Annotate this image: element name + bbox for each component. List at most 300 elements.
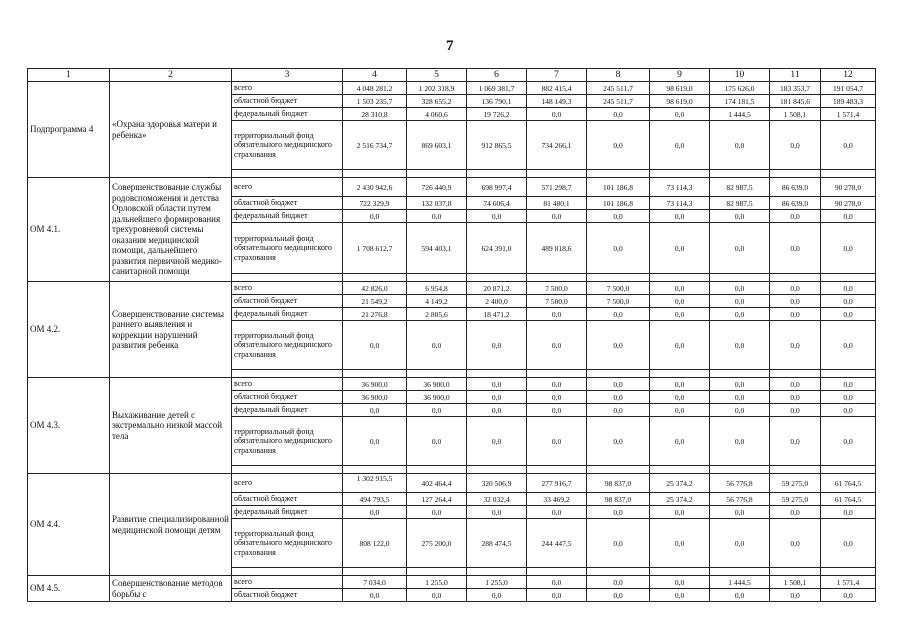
amount-cell: 869 603,1: [407, 121, 467, 170]
amount-cell: 36 900,0: [343, 378, 407, 391]
amount-cell: 0,0: [770, 519, 821, 568]
amount-cell: 0,0: [587, 121, 650, 170]
measure-code: ОМ 4.1.: [28, 178, 110, 282]
amount-cell: 0,0: [587, 308, 650, 321]
amount-cell: 0,0: [821, 417, 876, 466]
amount-cell: 36 900,0: [407, 391, 467, 404]
amount-cell: 0,0: [710, 223, 770, 274]
amount-cell: 148 149,3: [527, 95, 587, 108]
amount-cell: 275 200,0: [407, 519, 467, 568]
funding-source: всего: [232, 282, 343, 295]
amount-cell: 0,0: [650, 282, 710, 295]
amount-cell: 0,0: [343, 210, 407, 223]
amount-cell: 4 048 281,2: [343, 82, 407, 95]
amount-cell: 571 298,7: [527, 178, 587, 197]
page-number: 7: [446, 38, 454, 54]
amount-cell: 0,0: [527, 210, 587, 223]
amount-cell: 183 353,7: [770, 82, 821, 95]
amount-cell: 1 503 235,7: [343, 95, 407, 108]
measure-name: Выхаживание детей с экстремально низкой массой тела: [110, 378, 232, 474]
amount-cell: 0,0: [821, 308, 876, 321]
funding-source: территориальный фонд обязательного медицинского страхования: [232, 223, 343, 274]
amount-cell: 90 278,0: [821, 197, 876, 210]
amount-cell: 1 571,4: [821, 108, 876, 121]
amount-cell: 0,0: [587, 108, 650, 121]
amount-cell: 0,0: [821, 210, 876, 223]
empty-cell: [821, 568, 876, 576]
amount-cell: 0,0: [407, 210, 467, 223]
amount-cell: 1 069 381,7: [467, 82, 527, 95]
amount-cell: 127 264,4: [407, 493, 467, 506]
empty-cell: [527, 370, 587, 378]
amount-cell: 1 708 612,7: [343, 223, 407, 274]
empty-cell: [587, 274, 650, 282]
measure-name: Совершенствование системы раннего выявления и коррекции нарушений развития ребенка: [110, 282, 232, 378]
amount-cell: 0,0: [587, 519, 650, 568]
amount-cell: 98 837,0: [587, 493, 650, 506]
amount-cell: 59 275,0: [770, 474, 821, 493]
amount-cell: 489 818,6: [527, 223, 587, 274]
empty-cell: [467, 466, 527, 474]
amount-cell: 0,0: [770, 378, 821, 391]
amount-cell: 0,0: [650, 308, 710, 321]
amount-cell: 0,0: [770, 223, 821, 274]
amount-cell: 0,0: [467, 417, 527, 466]
column-header: 2: [110, 69, 232, 82]
amount-cell: 0,0: [407, 321, 467, 370]
amount-cell: 0,0: [770, 308, 821, 321]
empty-cell: [770, 274, 821, 282]
amount-cell: 0,0: [710, 321, 770, 370]
funding-source: федеральный бюджет: [232, 108, 343, 121]
amount-cell: 320 506,9: [467, 474, 527, 493]
amount-cell: 0,0: [343, 417, 407, 466]
amount-cell: 0,0: [770, 321, 821, 370]
amount-cell: 245 511,7: [587, 95, 650, 108]
empty-cell: [587, 466, 650, 474]
empty-cell: [821, 466, 876, 474]
empty-cell: [343, 466, 407, 474]
empty-cell: [343, 568, 407, 576]
funding-source: территориальный фонд обязательного медицинского страхования: [232, 121, 343, 170]
amount-cell: 0,0: [710, 391, 770, 404]
amount-cell: 0,0: [527, 391, 587, 404]
amount-cell: 1 508,1: [770, 108, 821, 121]
measure-code: ОМ 4.5.: [28, 576, 110, 602]
empty-cell: [343, 274, 407, 282]
amount-cell: 0,0: [527, 417, 587, 466]
amount-cell: 25 374,2: [650, 474, 710, 493]
amount-cell: 7 500,0: [587, 282, 650, 295]
amount-cell: 0,0: [650, 417, 710, 466]
amount-cell: 0,0: [587, 417, 650, 466]
column-header: 10: [710, 69, 770, 82]
amount-cell: 0,0: [407, 404, 467, 417]
empty-cell: [650, 466, 710, 474]
empty-cell: [407, 274, 467, 282]
empty-cell: [527, 274, 587, 282]
amount-cell: 4 149,2: [407, 295, 467, 308]
amount-cell: 0,0: [467, 391, 527, 404]
amount-cell: 288 474,5: [467, 519, 527, 568]
funding-source: территориальный фонд обязательного медицинского страхования: [232, 321, 343, 370]
amount-cell: 0,0: [343, 589, 407, 602]
amount-cell: 0,0: [407, 589, 467, 602]
amount-cell: 0,0: [587, 391, 650, 404]
amount-cell: 73 114,3: [650, 178, 710, 197]
amount-cell: 101 186,8: [587, 197, 650, 210]
amount-cell: 0,0: [770, 589, 821, 602]
amount-cell: 0,0: [710, 295, 770, 308]
amount-cell: 0,0: [527, 378, 587, 391]
amount-cell: 21 276,8: [343, 308, 407, 321]
amount-cell: 191 054,7: [821, 82, 876, 95]
funding-source: областной бюджет: [232, 391, 343, 404]
amount-cell: 0,0: [650, 210, 710, 223]
amount-cell: 0,0: [650, 378, 710, 391]
amount-cell: 0,0: [587, 378, 650, 391]
amount-cell: 0,0: [650, 295, 710, 308]
measure-code: ОМ 4.4.: [28, 474, 110, 576]
amount-cell: 0,0: [527, 308, 587, 321]
measure-name: Совершенствование службы родовспоможения и детства Орловской области путем дальнейшего формирования трехуровневой системы оказания медицинской помощи, дальнейшего развития первичной медико-санитарной помощи: [110, 178, 232, 282]
amount-cell: 1 255,0: [407, 576, 467, 589]
funding-source: федеральный бюджет: [232, 506, 343, 519]
empty-cell: [710, 568, 770, 576]
amount-cell: 98 619,0: [650, 82, 710, 95]
amount-cell: 86 639,0: [770, 178, 821, 197]
funding-source: всего: [232, 474, 343, 493]
budget-table: [27, 68, 876, 602]
amount-cell: 98 619,0: [650, 95, 710, 108]
header-row: [28, 69, 876, 82]
amount-cell: 136 790,1: [467, 95, 527, 108]
measure-code: ОМ 4.2.: [28, 282, 110, 378]
amount-cell: 0,0: [343, 404, 407, 417]
empty-cell: [467, 274, 527, 282]
amount-cell: 4 060,6: [407, 108, 467, 121]
amount-cell: 0,0: [821, 321, 876, 370]
funding-source: областной бюджет: [232, 589, 343, 602]
empty-cell: [587, 370, 650, 378]
amount-cell: 0,0: [770, 417, 821, 466]
column-header: 6: [467, 69, 527, 82]
amount-cell: 0,0: [650, 576, 710, 589]
amount-cell: 7 500,0: [587, 295, 650, 308]
amount-cell: 494 793,5: [343, 493, 407, 506]
amount-cell: 0,0: [343, 321, 407, 370]
funding-source: всего: [232, 82, 343, 95]
amount-cell: 82 987,5: [710, 197, 770, 210]
amount-cell: 36 900,0: [343, 391, 407, 404]
amount-cell: 0,0: [467, 506, 527, 519]
amount-cell: 0,0: [527, 589, 587, 602]
amount-cell: 0,0: [343, 506, 407, 519]
empty-cell: [821, 274, 876, 282]
amount-cell: 882 415,4: [527, 82, 587, 95]
amount-cell: 277 916,7: [527, 474, 587, 493]
empty-cell: [467, 568, 527, 576]
amount-cell: 7 500,0: [527, 295, 587, 308]
empty-cell: [770, 170, 821, 178]
amount-cell: 33 469,2: [527, 493, 587, 506]
amount-cell: 245 511,7: [587, 82, 650, 95]
amount-cell: 42 826,0: [343, 282, 407, 295]
amount-cell: 0,0: [821, 378, 876, 391]
amount-cell: 0,0: [821, 404, 876, 417]
funding-source: всего: [232, 378, 343, 391]
amount-cell: 61 764,5: [821, 493, 876, 506]
amount-cell: 101 186,8: [587, 178, 650, 197]
amount-cell: 0,0: [650, 223, 710, 274]
empty-cell: [343, 170, 407, 178]
column-header: 7: [527, 69, 587, 82]
amount-cell: 61 764,5: [821, 474, 876, 493]
empty-cell: [710, 370, 770, 378]
amount-cell: 0,0: [821, 282, 876, 295]
measure-name: Совершенствование методов борьбы с: [110, 576, 232, 602]
amount-cell: 624 391,0: [467, 223, 527, 274]
amount-cell: 0,0: [821, 589, 876, 602]
amount-cell: 2 400,0: [467, 295, 527, 308]
empty-cell: [407, 466, 467, 474]
amount-cell: 0,0: [770, 404, 821, 417]
amount-cell: 90 278,0: [821, 178, 876, 197]
amount-cell: 0,0: [527, 108, 587, 121]
column-header: 11: [770, 69, 821, 82]
empty-cell: [710, 274, 770, 282]
empty-cell: [821, 370, 876, 378]
empty-cell: [527, 170, 587, 178]
amount-cell: 0,0: [710, 417, 770, 466]
empty-cell: [821, 170, 876, 178]
column-header: 1: [28, 69, 110, 82]
amount-cell: 0,0: [770, 295, 821, 308]
amount-cell: 0,0: [710, 404, 770, 417]
empty-cell: [343, 370, 407, 378]
amount-cell: 0,0: [467, 321, 527, 370]
amount-cell: 175 626,0: [710, 82, 770, 95]
table-row: [28, 576, 876, 589]
funding-source: областной бюджет: [232, 95, 343, 108]
column-header: 9: [650, 69, 710, 82]
amount-cell: 25 374,2: [650, 493, 710, 506]
amount-cell: 1 444,5: [710, 576, 770, 589]
column-header: 3: [232, 69, 343, 82]
measure-code: ОМ 4.3.: [28, 378, 110, 474]
measure-code: Подпрограмма 4: [28, 82, 110, 178]
empty-cell: [650, 370, 710, 378]
empty-cell: [232, 568, 343, 576]
amount-cell: 56 776,8: [710, 493, 770, 506]
amount-cell: 189 483,3: [821, 95, 876, 108]
amount-cell: 808 122,0: [343, 519, 407, 568]
empty-cell: [770, 370, 821, 378]
amount-cell: 0,0: [770, 506, 821, 519]
table-row: [28, 474, 876, 493]
measure-name: Развитие специализированной медицинской помощи детям: [110, 474, 232, 576]
funding-source: федеральный бюджет: [232, 404, 343, 417]
empty-cell: [232, 466, 343, 474]
amount-cell: 0,0: [527, 576, 587, 589]
amount-cell: 594 403,1: [407, 223, 467, 274]
amount-cell: 1 202 318,9: [407, 82, 467, 95]
amount-cell: 1 508,1: [770, 576, 821, 589]
amount-cell: 0,0: [467, 404, 527, 417]
funding-source: областной бюджет: [232, 197, 343, 210]
column-header: 12: [821, 69, 876, 82]
amount-cell: 244 447,5: [527, 519, 587, 568]
amount-cell: 0,0: [770, 121, 821, 170]
amount-cell: 0,0: [710, 210, 770, 223]
amount-cell: 73 114,3: [650, 197, 710, 210]
amount-cell: 0,0: [587, 404, 650, 417]
amount-cell: 1 444,5: [710, 108, 770, 121]
amount-cell: 0,0: [710, 589, 770, 602]
amount-cell: 0,0: [467, 210, 527, 223]
empty-cell: [407, 568, 467, 576]
amount-cell: 28 310,8: [343, 108, 407, 121]
amount-cell: 0,0: [710, 378, 770, 391]
amount-cell: 2 430 942,6: [343, 178, 407, 197]
amount-cell: 0,0: [587, 589, 650, 602]
amount-cell: 0,0: [527, 321, 587, 370]
amount-cell: 2 516 734,7: [343, 121, 407, 170]
amount-cell: 0,0: [587, 321, 650, 370]
amount-cell: 0,0: [770, 391, 821, 404]
amount-cell: 0,0: [527, 404, 587, 417]
table-row: [28, 378, 876, 391]
amount-cell: 0,0: [650, 121, 710, 170]
amount-cell: 19 726,2: [467, 108, 527, 121]
amount-cell: 0,0: [710, 506, 770, 519]
table-row: [28, 82, 876, 95]
funding-source: всего: [232, 178, 343, 197]
empty-cell: [467, 170, 527, 178]
amount-cell: 734 266,1: [527, 121, 587, 170]
empty-cell: [407, 170, 467, 178]
amount-cell: 0,0: [821, 519, 876, 568]
amount-cell: 74 606,4: [467, 197, 527, 210]
amount-cell: 20 871,2: [467, 282, 527, 295]
amount-cell: 698 997,4: [467, 178, 527, 197]
funding-source: территориальный фонд обязательного медицинского страхования: [232, 519, 343, 568]
amount-cell: 0,0: [650, 108, 710, 121]
empty-cell: [407, 370, 467, 378]
amount-cell: 0,0: [821, 391, 876, 404]
amount-cell: 726 440,9: [407, 178, 467, 197]
amount-cell: 0,0: [407, 417, 467, 466]
amount-cell: 0,0: [710, 519, 770, 568]
amount-cell: 0,0: [650, 589, 710, 602]
amount-cell: 7 500,0: [527, 282, 587, 295]
amount-cell: 0,0: [587, 223, 650, 274]
amount-cell: 0,0: [710, 308, 770, 321]
amount-cell: 1 571,4: [821, 576, 876, 589]
amount-cell: 132 037,8: [407, 197, 467, 210]
empty-cell: [232, 170, 343, 178]
empty-cell: [232, 370, 343, 378]
amount-cell: 0,0: [770, 282, 821, 295]
amount-cell: 402 464,4: [407, 474, 467, 493]
amount-cell: 86 639,0: [770, 197, 821, 210]
amount-cell: 328 655,2: [407, 95, 467, 108]
amount-cell: 36 900,0: [407, 378, 467, 391]
amount-cell: 0,0: [821, 223, 876, 274]
column-header: 5: [407, 69, 467, 82]
amount-cell: 722 329,9: [343, 197, 407, 210]
funding-source: федеральный бюджет: [232, 210, 343, 223]
amount-cell: 21 549,2: [343, 295, 407, 308]
empty-cell: [527, 466, 587, 474]
amount-cell: 0,0: [467, 378, 527, 391]
amount-cell: 0,0: [821, 506, 876, 519]
funding-source: областной бюджет: [232, 493, 343, 506]
amount-cell: 0,0: [587, 506, 650, 519]
amount-cell: 0,0: [527, 506, 587, 519]
amount-cell: 1 302 915,5: [343, 474, 407, 493]
amount-cell: 0,0: [650, 321, 710, 370]
amount-cell: 1 255,0: [467, 576, 527, 589]
amount-cell: 0,0: [587, 576, 650, 589]
amount-cell: 56 776,8: [710, 474, 770, 493]
column-header: 8: [587, 69, 650, 82]
amount-cell: 6 954,8: [407, 282, 467, 295]
amount-cell: 18 471,2: [467, 308, 527, 321]
funding-source: областной бюджет: [232, 295, 343, 308]
empty-cell: [770, 466, 821, 474]
empty-cell: [710, 466, 770, 474]
funding-source: федеральный бюджет: [232, 308, 343, 321]
amount-cell: 0,0: [650, 391, 710, 404]
amount-cell: 0,0: [821, 121, 876, 170]
table-row: [28, 178, 876, 197]
amount-cell: 0,0: [650, 519, 710, 568]
amount-cell: 0,0: [407, 506, 467, 519]
amount-cell: 32 032,4: [467, 493, 527, 506]
amount-cell: 0,0: [821, 295, 876, 308]
empty-cell: [770, 568, 821, 576]
amount-cell: 912 865,5: [467, 121, 527, 170]
table-row: [28, 282, 876, 295]
empty-cell: [710, 170, 770, 178]
empty-cell: [650, 274, 710, 282]
empty-cell: [527, 568, 587, 576]
amount-cell: 0,0: [650, 404, 710, 417]
funding-source: всего: [232, 576, 343, 589]
empty-cell: [232, 274, 343, 282]
amount-cell: 98 837,0: [587, 474, 650, 493]
amount-cell: 0,0: [467, 589, 527, 602]
empty-cell: [467, 370, 527, 378]
amount-cell: 0,0: [587, 210, 650, 223]
amount-cell: 59 275,0: [770, 493, 821, 506]
measure-name: «Охрана здоровья матери и ребенка»: [110, 82, 232, 178]
amount-cell: 0,0: [710, 121, 770, 170]
amount-cell: 0,0: [770, 210, 821, 223]
column-header: 4: [343, 69, 407, 82]
amount-cell: 2 805,6: [407, 308, 467, 321]
amount-cell: 82 987,5: [710, 178, 770, 197]
empty-cell: [587, 170, 650, 178]
empty-cell: [587, 568, 650, 576]
empty-cell: [650, 568, 710, 576]
empty-cell: [650, 170, 710, 178]
amount-cell: 7 034,0: [343, 576, 407, 589]
amount-cell: 81 480,1: [527, 197, 587, 210]
amount-cell: 181 845,6: [770, 95, 821, 108]
funding-source: территориальный фонд обязательного медицинского страхования: [232, 417, 343, 466]
